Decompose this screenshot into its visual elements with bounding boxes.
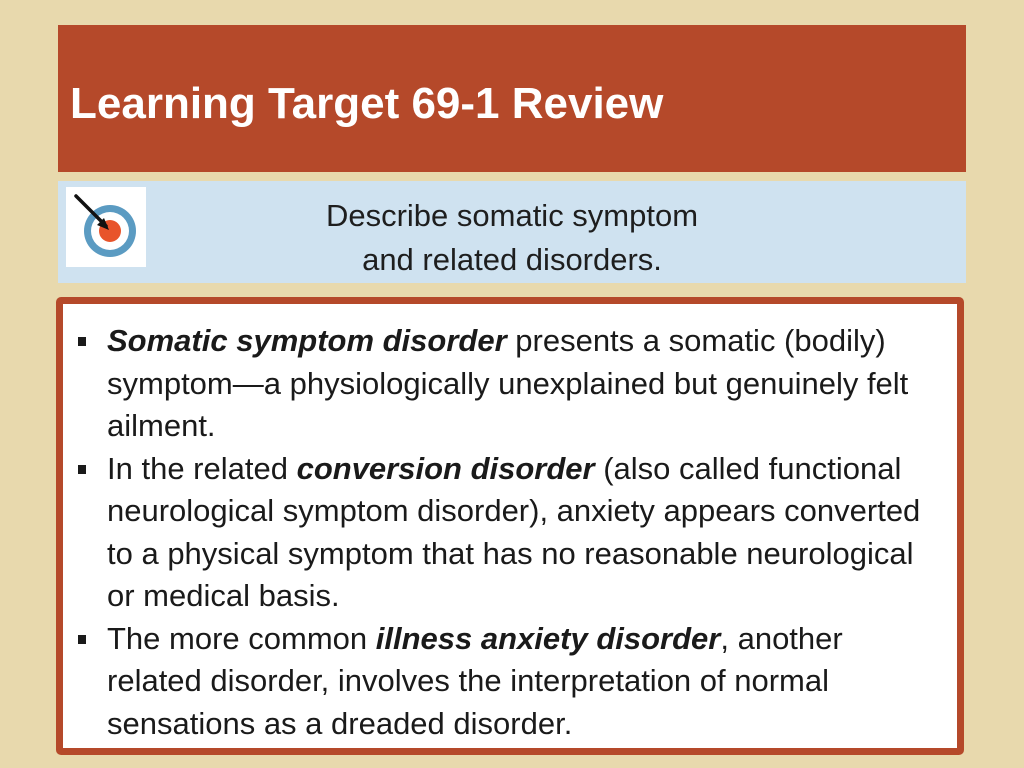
bullet-term: illness anxiety disorder [375, 620, 721, 656]
bullet-list [75, 320, 945, 745]
learning-objective [58, 194, 966, 282]
content-box [56, 297, 964, 755]
bullet-item-somatic-symptom [75, 320, 945, 448]
bullet-text-before: In the related [107, 450, 297, 486]
bullet-term: Somatic symptom disorder [107, 323, 507, 358]
title-bar [58, 25, 966, 172]
bullet-marker [78, 465, 86, 474]
bullet-text-after: presents a somatic (bodily) symptom—a physiologically unexplained but genuinely felt ailment. [107, 323, 909, 443]
bullet-item-conversion [75, 448, 945, 618]
bullet-text-after: (also called functional neurological symptom disorder), anxiety appears converted to a physical symptom that has no reasonable neurological or medical basis. [107, 450, 921, 613]
slide-title: Learning Target 69-1 Review [70, 79, 664, 128]
bullet-item-illness-anxiety [75, 618, 945, 746]
bullet-term: conversion disorder [296, 450, 595, 486]
objective-line-2: and related disorders. [362, 242, 662, 277]
bullet-marker [78, 337, 86, 346]
bullet-text-after: , another related disorder, involves the interpretation of normal sensations as a dreaded disorder. [107, 620, 843, 741]
learning-objective-bar [58, 181, 966, 283]
objective-line-1: Describe somatic symptom [325, 198, 699, 233]
bullet-text-before: The more common [107, 620, 376, 656]
bullet-marker [78, 635, 86, 644]
